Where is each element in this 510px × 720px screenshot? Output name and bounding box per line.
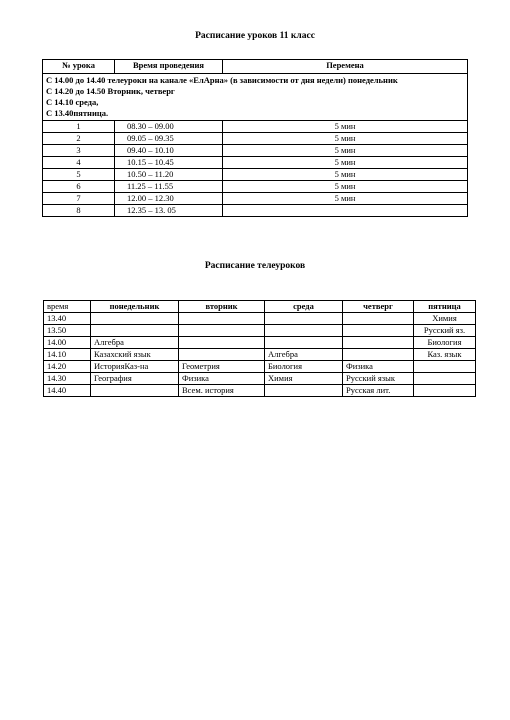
table-row [44,361,476,373]
tv-schedule-title: Расписание телеуроков [204,261,306,271]
friday-cell [414,361,476,373]
table-row [44,373,476,385]
table-row [43,121,468,133]
wednesday-cell: Биология [265,361,343,373]
notes-row [43,74,468,121]
wednesday-cell: Химия [265,373,343,385]
break-duration: 5 мин [223,133,468,145]
friday-cell [414,385,476,397]
note-line: С 13.40пятница. [46,108,109,118]
friday-cell [414,373,476,385]
monday-cell: География [91,373,179,385]
tuesday-cell [179,337,265,349]
lesson-time: 10.15 – 10.45 [115,157,223,169]
break-duration [223,205,468,217]
monday-cell: Казахский язык [91,349,179,361]
table-row [43,193,468,205]
time-cell: 14.00 [44,337,91,349]
time-cell: 13.40 [44,313,91,325]
friday-cell: Биология [414,337,476,349]
tv-lessons-table [43,300,476,397]
friday-cell: Химия [414,313,476,325]
table-row [43,181,468,193]
header-tuesday: вторник [179,301,265,313]
lesson-time: 12.00 – 12.30 [115,193,223,205]
schedule-title: Расписание уроков 11 класс [195,31,315,41]
lesson-time: 12.35 – 13. 05 [115,205,223,217]
tuesday-cell: Геометрия [179,361,265,373]
thursday-cell [343,337,414,349]
thursday-cell [343,325,414,337]
table-row [44,385,476,397]
table-header-row [44,301,476,313]
thursday-cell: Физика [343,361,414,373]
time-cell: 14.30 [44,373,91,385]
monday-cell [91,313,179,325]
thursday-cell: Русский язык [343,373,414,385]
monday-cell [91,325,179,337]
lesson-schedule-table [42,59,468,217]
tuesday-cell: Всем. история [179,385,265,397]
thursday-cell: Русская лит. [343,385,414,397]
thursday-cell [343,313,414,325]
lesson-number: 4 [43,157,115,169]
lesson-time: 09.05 – 09.35 [115,133,223,145]
wednesday-cell [265,385,343,397]
header-wednesday: среда [265,301,343,313]
wednesday-cell [265,337,343,349]
table-header-row [43,60,468,74]
thursday-cell [343,349,414,361]
wednesday-cell [265,325,343,337]
tuesday-cell: Физика [179,373,265,385]
break-duration: 5 мин [223,121,468,133]
time-cell: 14.40 [44,385,91,397]
wednesday-cell: Алгебра [265,349,343,361]
header-monday: понедельник [91,301,179,313]
break-duration: 5 мин [223,181,468,193]
monday-cell [91,385,179,397]
lesson-number: 1 [43,121,115,133]
header-time: время [44,301,91,313]
lesson-time: 08.30 – 09.00 [115,121,223,133]
break-duration: 5 мин [223,193,468,205]
note-line: С 14.00 до 14.40 телеуроки на канале «ЕлАрна» (в зависимости от дня недели) понедельник [46,75,398,85]
break-duration: 5 мин [223,169,468,181]
monday-cell: ИсторияКаз-на [91,361,179,373]
time-cell: 14.20 [44,361,91,373]
wednesday-cell [265,313,343,325]
table-row [43,145,468,157]
table-row [44,325,476,337]
tuesday-cell [179,349,265,361]
friday-cell: Русский яз. [414,325,476,337]
lesson-number: 2 [43,133,115,145]
lesson-number: 8 [43,205,115,217]
header-friday: пятница [414,301,476,313]
header-lesson-number: № урока [43,60,115,74]
break-duration: 5 мин [223,157,468,169]
lesson-time: 11.25 – 11.55 [115,181,223,193]
tuesday-cell [179,325,265,337]
table-row [44,337,476,349]
table-row [43,157,468,169]
time-cell: 14.10 [44,349,91,361]
note-line: С 14.20 до 14.50 Вторник, четверг [46,86,175,96]
time-cell: 13.50 [44,325,91,337]
note-line: С 14.10 среда, [46,97,99,107]
lesson-number: 6 [43,181,115,193]
lesson-time: 09.40 – 10.10 [115,145,223,157]
monday-cell: Алгебра [91,337,179,349]
tv-lessons-note [43,74,468,121]
table-row [43,133,468,145]
table-row [43,205,468,217]
table-row [44,349,476,361]
header-time: Время проведения [115,60,223,74]
lesson-number: 3 [43,145,115,157]
friday-cell: Каз. язык [414,349,476,361]
table-row [44,313,476,325]
tuesday-cell [179,313,265,325]
header-thursday: четверг [343,301,414,313]
header-break: Перемена [223,60,468,74]
lesson-time: 10.50 – 11.20 [115,169,223,181]
break-duration: 5 мин [223,145,468,157]
lesson-number: 7 [43,193,115,205]
table-row [43,169,468,181]
lesson-number: 5 [43,169,115,181]
